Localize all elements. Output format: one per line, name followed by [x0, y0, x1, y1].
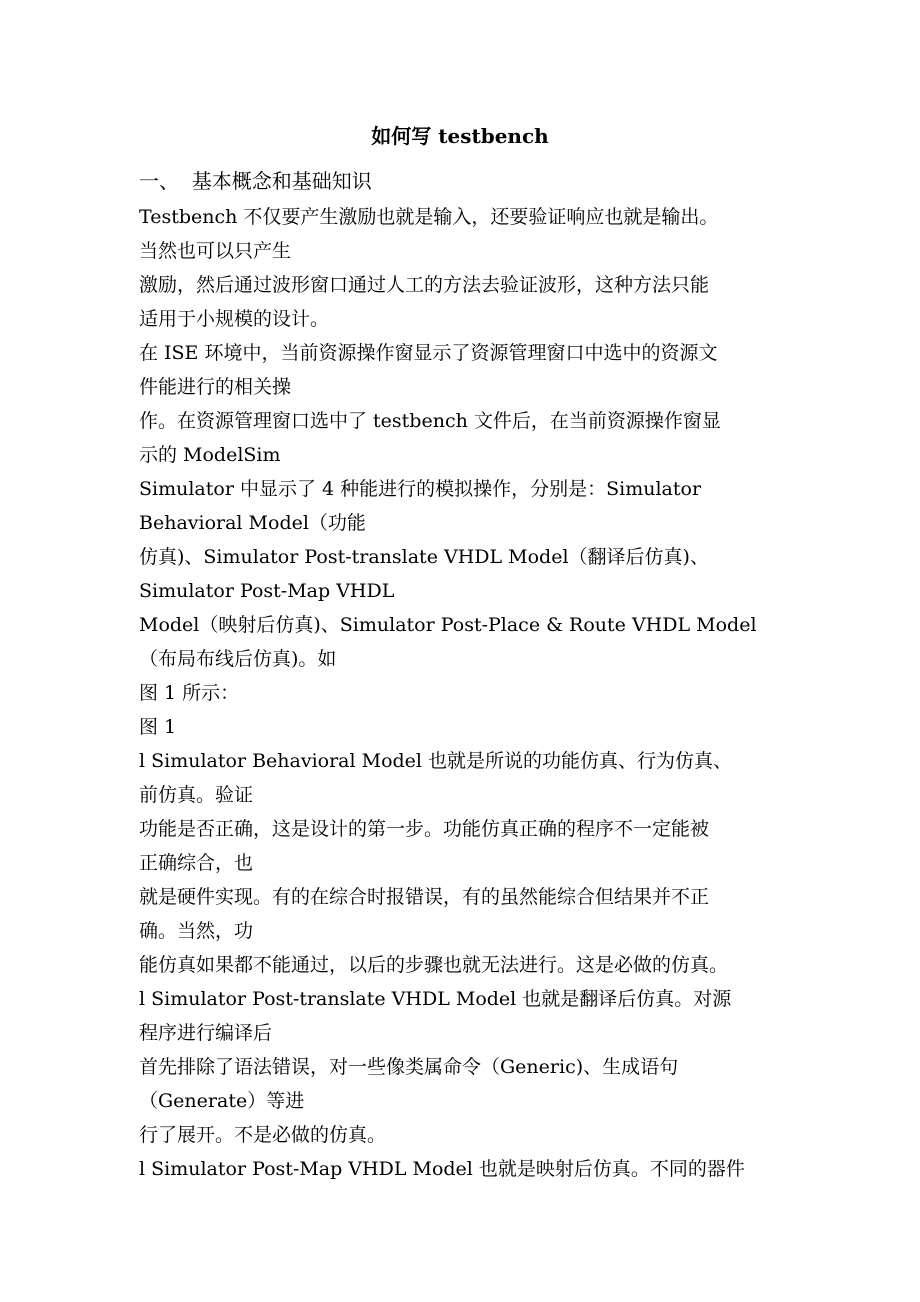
text-line: 前仿真。验证 — [139, 784, 254, 806]
text-line: Simulator Post-Map VHDL — [139, 580, 395, 602]
text-line: 正确综合，也 — [139, 852, 254, 874]
text-line: l Simulator Post-translate VHDL Model 也就是翻译后仿真。对源 — [139, 988, 732, 1010]
text-line: 行了展开。不是必做的仿真。 — [139, 1124, 387, 1146]
text-line: 程序进行编译后 — [139, 1022, 273, 1044]
text-line: （布局布线后仿真)。如 — [139, 648, 337, 670]
text-line: 适用于小规模的设计。 — [139, 308, 330, 330]
text-line: 就是硬件实现。有的在综合时报错误，有的虽然能综合但结果并不正 — [139, 886, 710, 908]
text-line: 当然也可以只产生 — [139, 240, 292, 262]
text-line: 确。当然，功 — [139, 920, 254, 942]
text-line: 首先排除了语法错误，对一些像类属命令（Generic)、生成语句 — [139, 1056, 679, 1078]
text-line: 在 ISE 环境中，当前资源操作窗显示了资源管理窗口中选中的资源文 — [139, 342, 718, 364]
text-line: Simulator 中显示了 4 种能进行的模拟操作，分别是：Simulator — [139, 478, 702, 500]
text-line: 图 1 所示： — [139, 682, 240, 704]
body-text — [139, 200, 799, 1186]
text-line: 示的 ModelSim — [139, 444, 281, 466]
text-line: l Simulator Post-Map VHDL Model 也就是映射后仿真。不同的器件 — [139, 1158, 745, 1180]
text-line: Behavioral Model（功能 — [139, 512, 366, 534]
text-line: 功能是否正确，这是设计的第一步。功能仿真正确的程序不一定能被 — [139, 818, 710, 840]
text-line: 件能进行的相关操 — [139, 376, 292, 398]
text-line: l Simulator Behavioral Model 也就是所说的功能仿真、行为仿真、 — [139, 750, 733, 772]
text-line: （Generate）等进 — [139, 1090, 305, 1112]
figure-label: 图 1 — [139, 716, 177, 738]
text-line: 能仿真如果都不能通过，以后的步骤也就无法进行。这是必做的仿真。 — [139, 954, 729, 976]
text-line: Model（映射后仿真)、Simulator Post-Place & Route VHDL Model — [139, 614, 757, 636]
section-heading: 一、 基本概念和基础知识 — [139, 169, 372, 193]
text-line: Testbench 不仅要产生激励也就是输入，还要验证响应也就是输出。 — [139, 206, 719, 228]
text-line: 仿真)、Simulator Post-translate VHDL Model（翻译后仿真)、 — [139, 546, 709, 568]
document-title: 如何写 testbench — [371, 124, 549, 148]
text-line: 作。在资源管理窗口选中了 testbench 文件后，在当前资源操作窗显 — [139, 410, 721, 432]
text-line: 激励，然后通过波形窗口通过人工的方法去验证波形，这种方法只能 — [139, 274, 710, 296]
